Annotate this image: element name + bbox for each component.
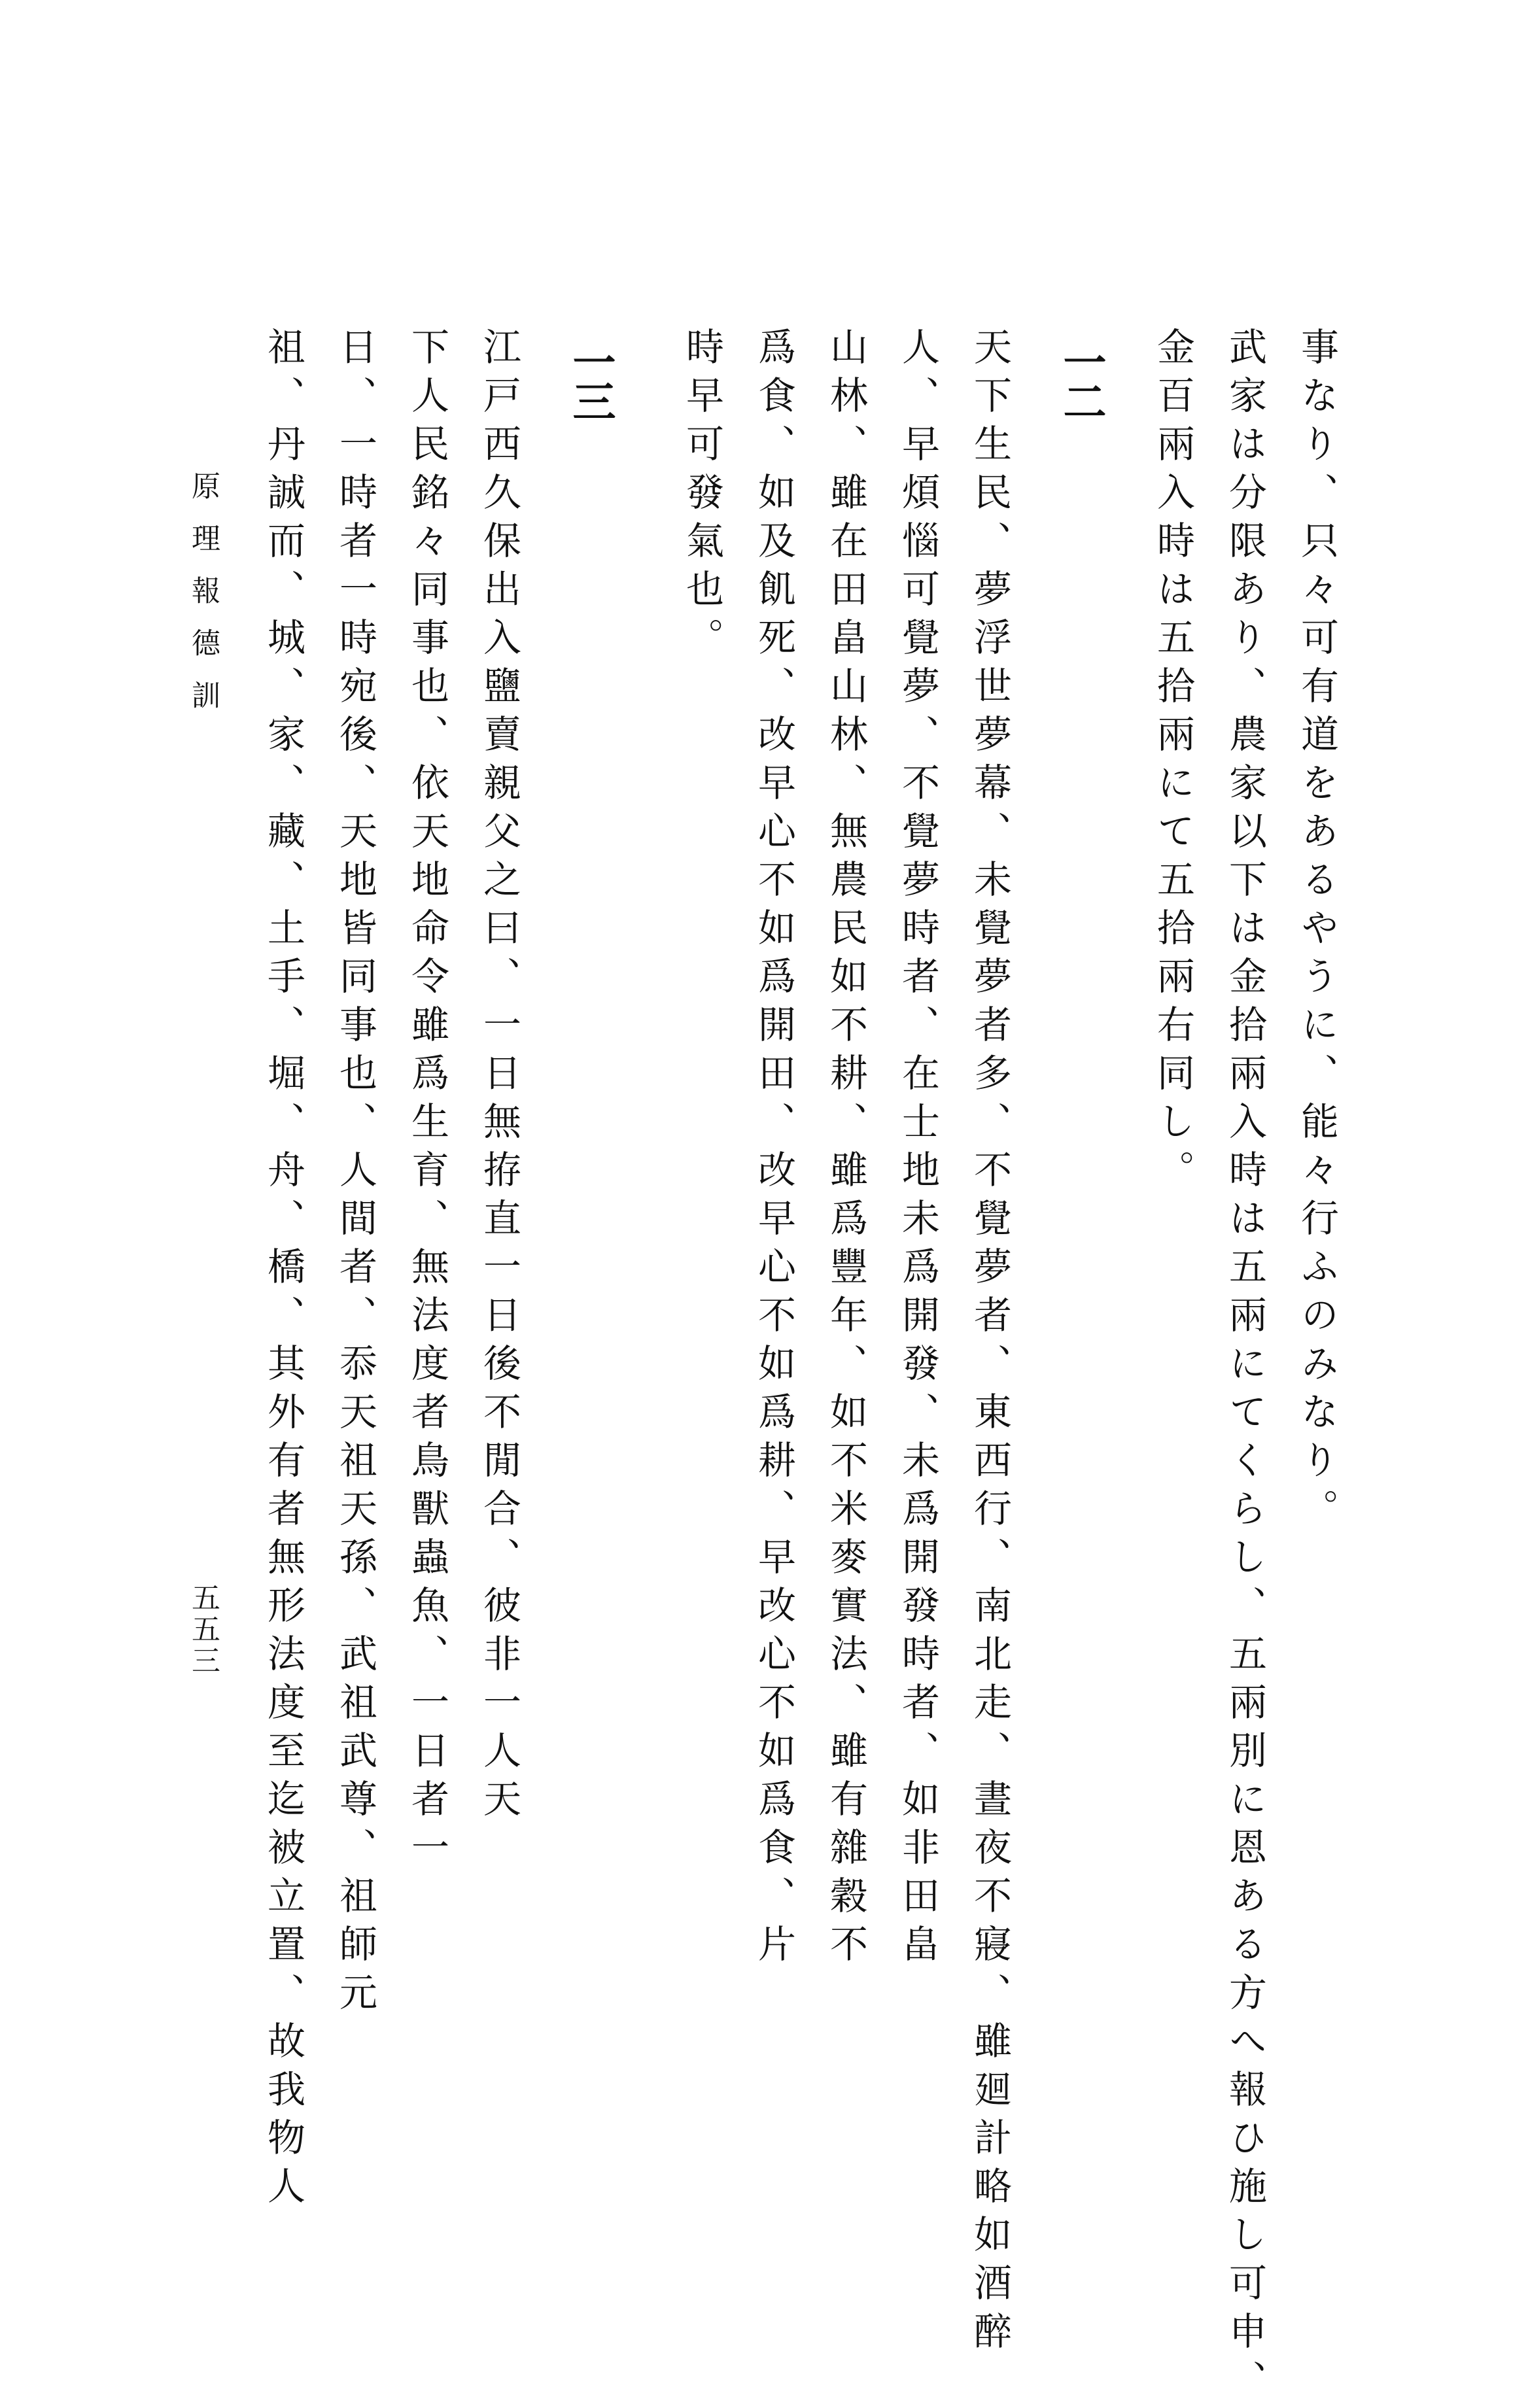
- section-marker-12: 一二: [1056, 340, 1107, 419]
- text-column-5: 人、早煩惱可覺夢、不覺夢時者、在士地未爲開發、未爲開發時者、如非田畠: [895, 327, 940, 1972]
- text-column-1: 事なり、只々可有道をあるやうに、能々行ふのみなり。: [1294, 327, 1339, 1537]
- text-column-8: 時早可發氣也。: [680, 327, 724, 666]
- text-column-3: 金百兩入時は五拾兩にて五拾兩右同し。: [1151, 327, 1195, 1198]
- text-column-6: 山林、雖在田畠山林、無農民如不耕、雖爲豐年、如不米麥實法、雖有雜穀不: [824, 327, 868, 1972]
- running-title: 原理報德訓: [186, 471, 220, 732]
- text-column-4: 天下生民、夢浮世夢幕、未覺夢者多、不覺夢者、東西行、南北走、晝夜不寢、雖廻計略如酒醉: [967, 327, 1012, 2360]
- text-column-2: 武家は分限あり、農家以下は金拾兩入時は五兩にてくらし、五兩別に恩ある方へ報ひ施し可申、: [1223, 327, 1267, 2408]
- text-column-9: 江戸西久保出入鹽賣親父之曰、一日無拵直一日後不閒合、彼非一人天: [477, 327, 521, 1827]
- text-column-12: 祖、丹誠而、城、家、藏、土手、堀、舟、橋、其外有者無形法度至迄被立置、故我物人: [261, 327, 305, 2214]
- section-marker-13: 一三: [565, 340, 616, 419]
- text-column-7: 爲食、如及飢死、改早心不如爲開田、改早心不如爲耕、早改心不如爲食、片: [752, 327, 796, 1972]
- text-column-11: 日、一時者一時宛後、天地皆同事也、人間者、忝天祖天孫、武祖武尊、祖師元: [333, 327, 377, 2021]
- page-number: 五五三: [186, 1583, 220, 1677]
- text-column-10: 下人民銘々同事也、依天地命令雖爲生育、無法度者鳥獸蟲魚、一日者一: [405, 327, 449, 1876]
